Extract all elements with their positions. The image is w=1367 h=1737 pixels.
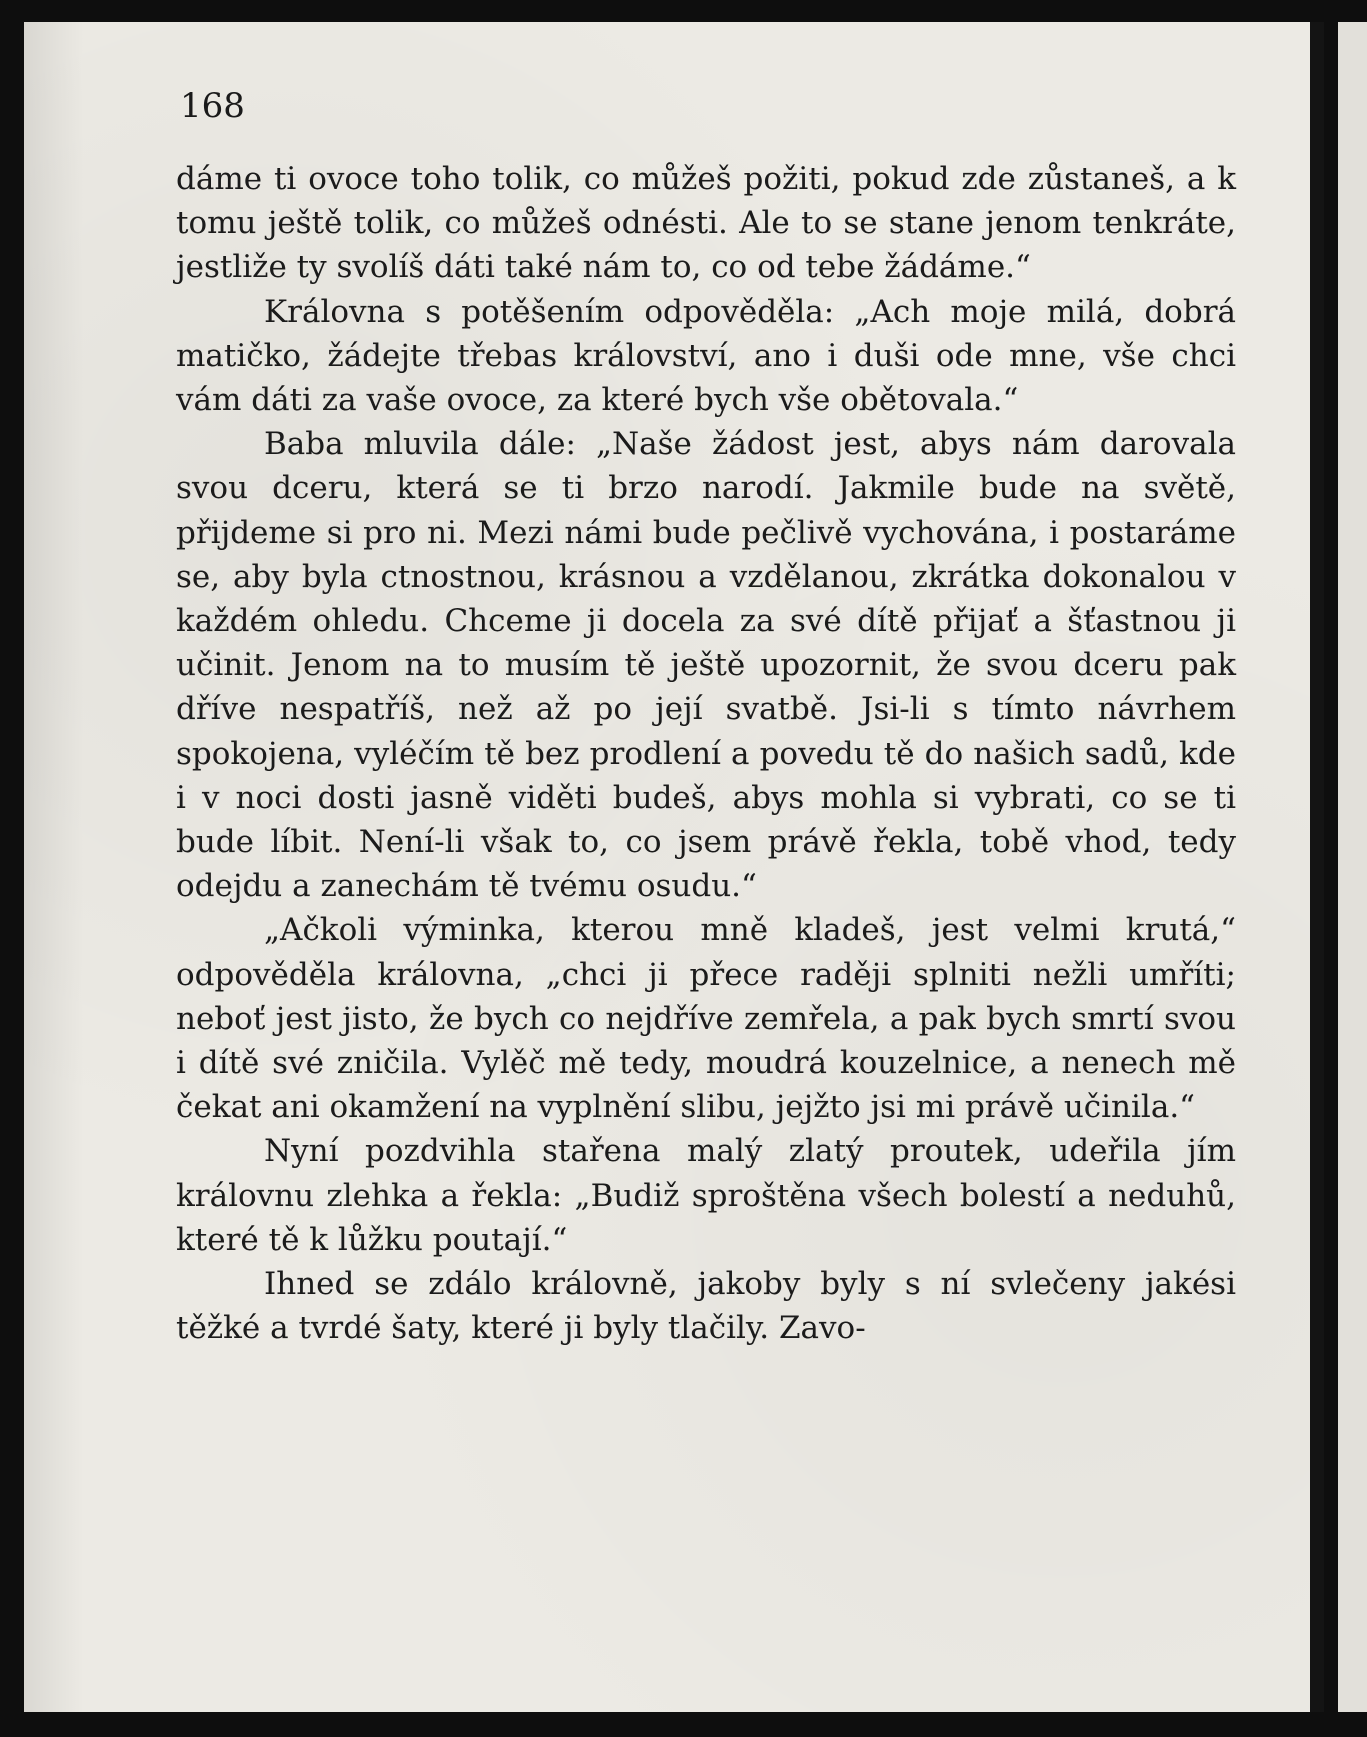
body-text xyxy=(176,157,1236,1350)
page-number: 168 xyxy=(180,86,245,126)
paragraph-1: dáme ti ovoce toho tolik, co můžeš požiti, pokud zde zůstaneš, a k tomu ještě tolik, co můžeš odnésti. Ale to se stane jenom tenkráte, jestliže ty svolíš dáti také nám to, co od tebe žádáme.“ xyxy=(176,161,1236,286)
adjacent-page-edge xyxy=(1338,22,1367,1712)
book-page xyxy=(24,22,1324,1712)
paragraph-5: Nyní pozdvihla stařena malý zlatý proutek, udeřila jím královnu zlehka a řekla: „Budiž sproštěna všech bolestí a neduhů, které tě k lůžku poutají.“ xyxy=(176,1133,1236,1258)
paragraph-3: Baba mluvila dále: „Naše žádost jest, abys nám darovala svou dceru, která se ti brzo narodí. Jakmile bude na světě, přijdeme si pro ni. Mezi námi bude pečlivě vychována, i postaráme se, aby byla ctnostnou, krásnou a vzdělanou, zkrátka dokonalou v každém ohledu. Chceme ji docela za své dítě přijať a šťastnou ji učinit. Jenom na to musím tě ještě upozornit, že svou dceru pak dříve nespatříš, než až po její svatbě. Jsi-li s tímto návrhem spokojena, vyléčím tě bez prodlení a povedu tě do našich sadů, kde i v noci dosti jasně viděti budeš, abys mohla si vybrati, co se ti bude líbit. Není-li však to, co jsem právě řekla, tobě vhod, tedy odejdu a zanechám tě tvému osudu.“ xyxy=(176,426,1236,905)
page-right-edge xyxy=(1310,22,1324,1712)
paragraph-4: „Ačkoli výminka, kterou mně kladeš, jest velmi krutá,“ odpověděla královna, „chci ji přece raději splniti nežli umříti; neboť jest jisto, že bych co nejdříve zemřela, a pak bych smrtí svou i dítě své zničila. Vylěč mě tedy, moudrá kouzelnice, a nenech mě čekat ani okamžení na vyplnění slibu, jejžto jsi mi právě učinila.“ xyxy=(176,912,1236,1126)
page-gutter-shadow xyxy=(24,22,84,1712)
paragraph-2: Královna s potěšením odpověděla: „Ach moje milá, dobrá matičko, žádejte třebas království, ano i duši ode mne, vše chci vám dáti za vaše ovoce, za které bych vše obětovala.“ xyxy=(176,293,1236,419)
paragraph-6: Ihned se zdálo královně, jakoby byly s ní svlečeny jakési těžké a tvrdé šaty, které ji byly tlačily. Zavo- xyxy=(176,1266,1236,1347)
